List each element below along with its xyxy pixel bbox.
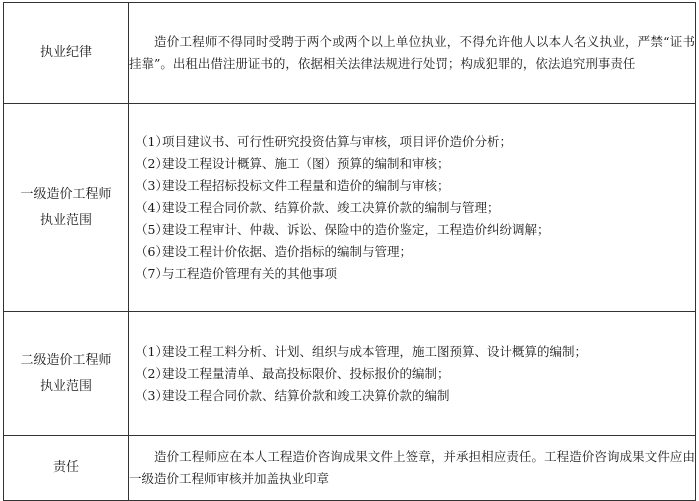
list-number: （2） [135,155,168,171]
list-item [129,263,695,285]
responsibility-paragraph: 造价工程师应在本人工程造价咨询成果文件上签章，并承担相应责任。工程造价咨询成果文件应由一级造价工程师审核并加盖执业印章 [129,449,695,486]
list-item [129,131,695,153]
list-number: （3） [135,387,168,403]
table-row-discipline [4,3,696,104]
row-label-responsibility [4,436,129,501]
list-number: （6） [135,243,168,259]
list-text: 建设工程审计、仲裁、诉讼、保险中的造价鉴定，工程造价纠纷调解； [162,221,550,237]
list-item [129,241,695,263]
row-content-grade1-scope [129,104,696,312]
list-item [129,153,695,175]
list-text: 建设工程计价依据、造价指标的编制与管理； [162,243,413,259]
row-label-line: 责任 [52,460,79,475]
list-text: 建设工程设计概算、施工（图）预算的编制和审核； [162,155,450,171]
list-number: （2） [135,365,168,381]
list-text: 建设工程合同价款、结算价款、竣工决算价款的编制与管理； [162,199,500,215]
list-text: 与工程造价管理有关的其他事项 [162,265,338,281]
list-text: 建设工程量清单、最高投标限价、投标报价的编制； [162,365,450,381]
row-label-line: 执业范围 [39,378,92,394]
list-item [129,197,695,219]
list-item [129,341,695,363]
table-row-grade1-scope [4,104,696,312]
row-content-grade2-scope [129,312,696,436]
row-content-discipline [129,3,696,104]
requirements-table [3,2,696,501]
list-number: （1） [135,343,168,359]
table-row-grade2-scope [4,312,696,436]
row-label-line: 执业纪律 [39,45,92,60]
list-text: 建设工程招标投标文件工程量和造价的编制与审核； [162,177,450,193]
row-content-responsibility [129,436,696,501]
discipline-paragraph: 造价工程师不得同时受聘于两个或两个以上单位执业，不得允许他人以本人名义执业，严禁“证书挂靠”。出租出借注册证书的，依据相关法律法规进行处罚；构成犯罪的，依法追究刑事责任 [129,34,695,71]
list-text: 项目建议书、可行性研究投资估算与审核，项目评价造价分析； [162,133,513,149]
row-label-grade2-scope [4,312,129,436]
list-item [129,385,695,407]
list-item [129,219,695,241]
row-label-line: 执业范围 [39,212,92,228]
list-item [129,175,695,197]
table-row-responsibility [4,436,696,501]
row-label-grade1-scope [4,104,129,312]
row-label-line: 一级造价工程师 [20,186,112,202]
list-number: （4） [135,199,168,215]
list-number: （3） [135,177,168,193]
list-number: （7） [135,265,168,281]
list-item [129,363,695,385]
row-label-line: 二级造价工程师 [20,352,112,368]
row-label-discipline [4,3,129,104]
list-number: （5） [135,221,168,237]
list-number: （1） [135,133,168,149]
list-text: 建设工程工料分析、计划、组织与成本管理，施工图预算、设计概算的编制； [162,343,588,359]
list-text: 建设工程合同价款、结算价款和竣工决算价款的编制 [162,387,450,403]
